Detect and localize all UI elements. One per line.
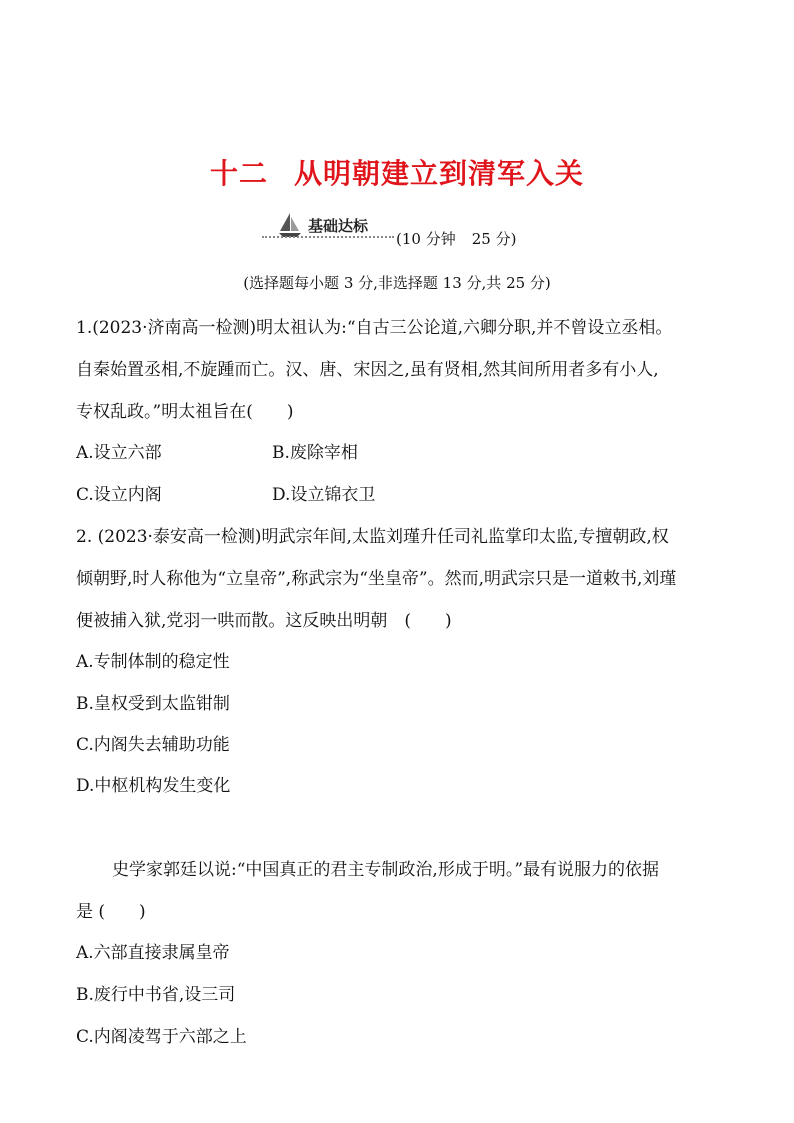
chapter-title: 从明朝建立到清军入关 — [294, 157, 585, 190]
chapter-number: 十二 — [209, 157, 268, 190]
option-b: B.废行中书省,设三司 — [76, 985, 236, 1005]
option-b: B.皇权受到太监钳制 — [76, 694, 230, 714]
option-c: C.内阁失去辅助功能 — [76, 735, 230, 755]
question-text-line: 专权乱政。”明太祖旨在( ) — [76, 402, 294, 422]
page-title — [0, 152, 794, 192]
scoring-note: (选择题每小题 3 分,非选择题 13 分,共 25 分) — [243, 274, 551, 292]
option-d: D.设立锦衣卫 — [272, 485, 376, 505]
question-text-line: 是 ( ) — [76, 902, 146, 922]
section-label: 基础达标 — [308, 217, 369, 235]
option-c: C.设立内阁 — [76, 485, 162, 505]
question-text-line: 倾朝野,时人称他为“立皇帝”,称武宗为“坐皇帝”。然而,明武宗只是一道敕书,刘瑾 — [76, 569, 677, 589]
option-a: A.六部直接隶属皇帝 — [76, 943, 230, 963]
question-text-line: 便被捕入狱,党羽一哄而散。这反映出明朝 ( ) — [76, 611, 452, 631]
question-text-line: 自秦始置丞相,不旋踵而亡。汉、唐、宋因之,虽有贤相,然其间所用者多有小人, — [76, 360, 659, 380]
sailboat-icon — [278, 212, 302, 238]
question-text-line: 史学家郭廷以说:“中国真正的君主专制政治,形成于明。”最有说服力的依据 — [112, 860, 660, 880]
time-score-info: (10 分钟 25 分) — [396, 230, 517, 248]
option-a: A.设立六部 — [76, 443, 162, 463]
question-text-line: 2. (2023·泰安高一检测)明武宗年间,太监刘瑾升任司礼监掌印太监,专擅朝政,权 — [76, 527, 669, 547]
option-a: A.专制体制的稳定性 — [76, 652, 230, 672]
option-c: C.内阁凌驾于六部之上 — [76, 1027, 247, 1047]
option-b: B.废除宰相 — [272, 443, 358, 463]
option-d: D.中枢机构发生变化 — [76, 776, 231, 796]
dotted-underline — [262, 236, 394, 238]
question-text-line: 1.(2023·济南高一检测)明太祖认为:“自古三公论道,六卿分职,并不曾设立丞相。 — [76, 318, 673, 338]
